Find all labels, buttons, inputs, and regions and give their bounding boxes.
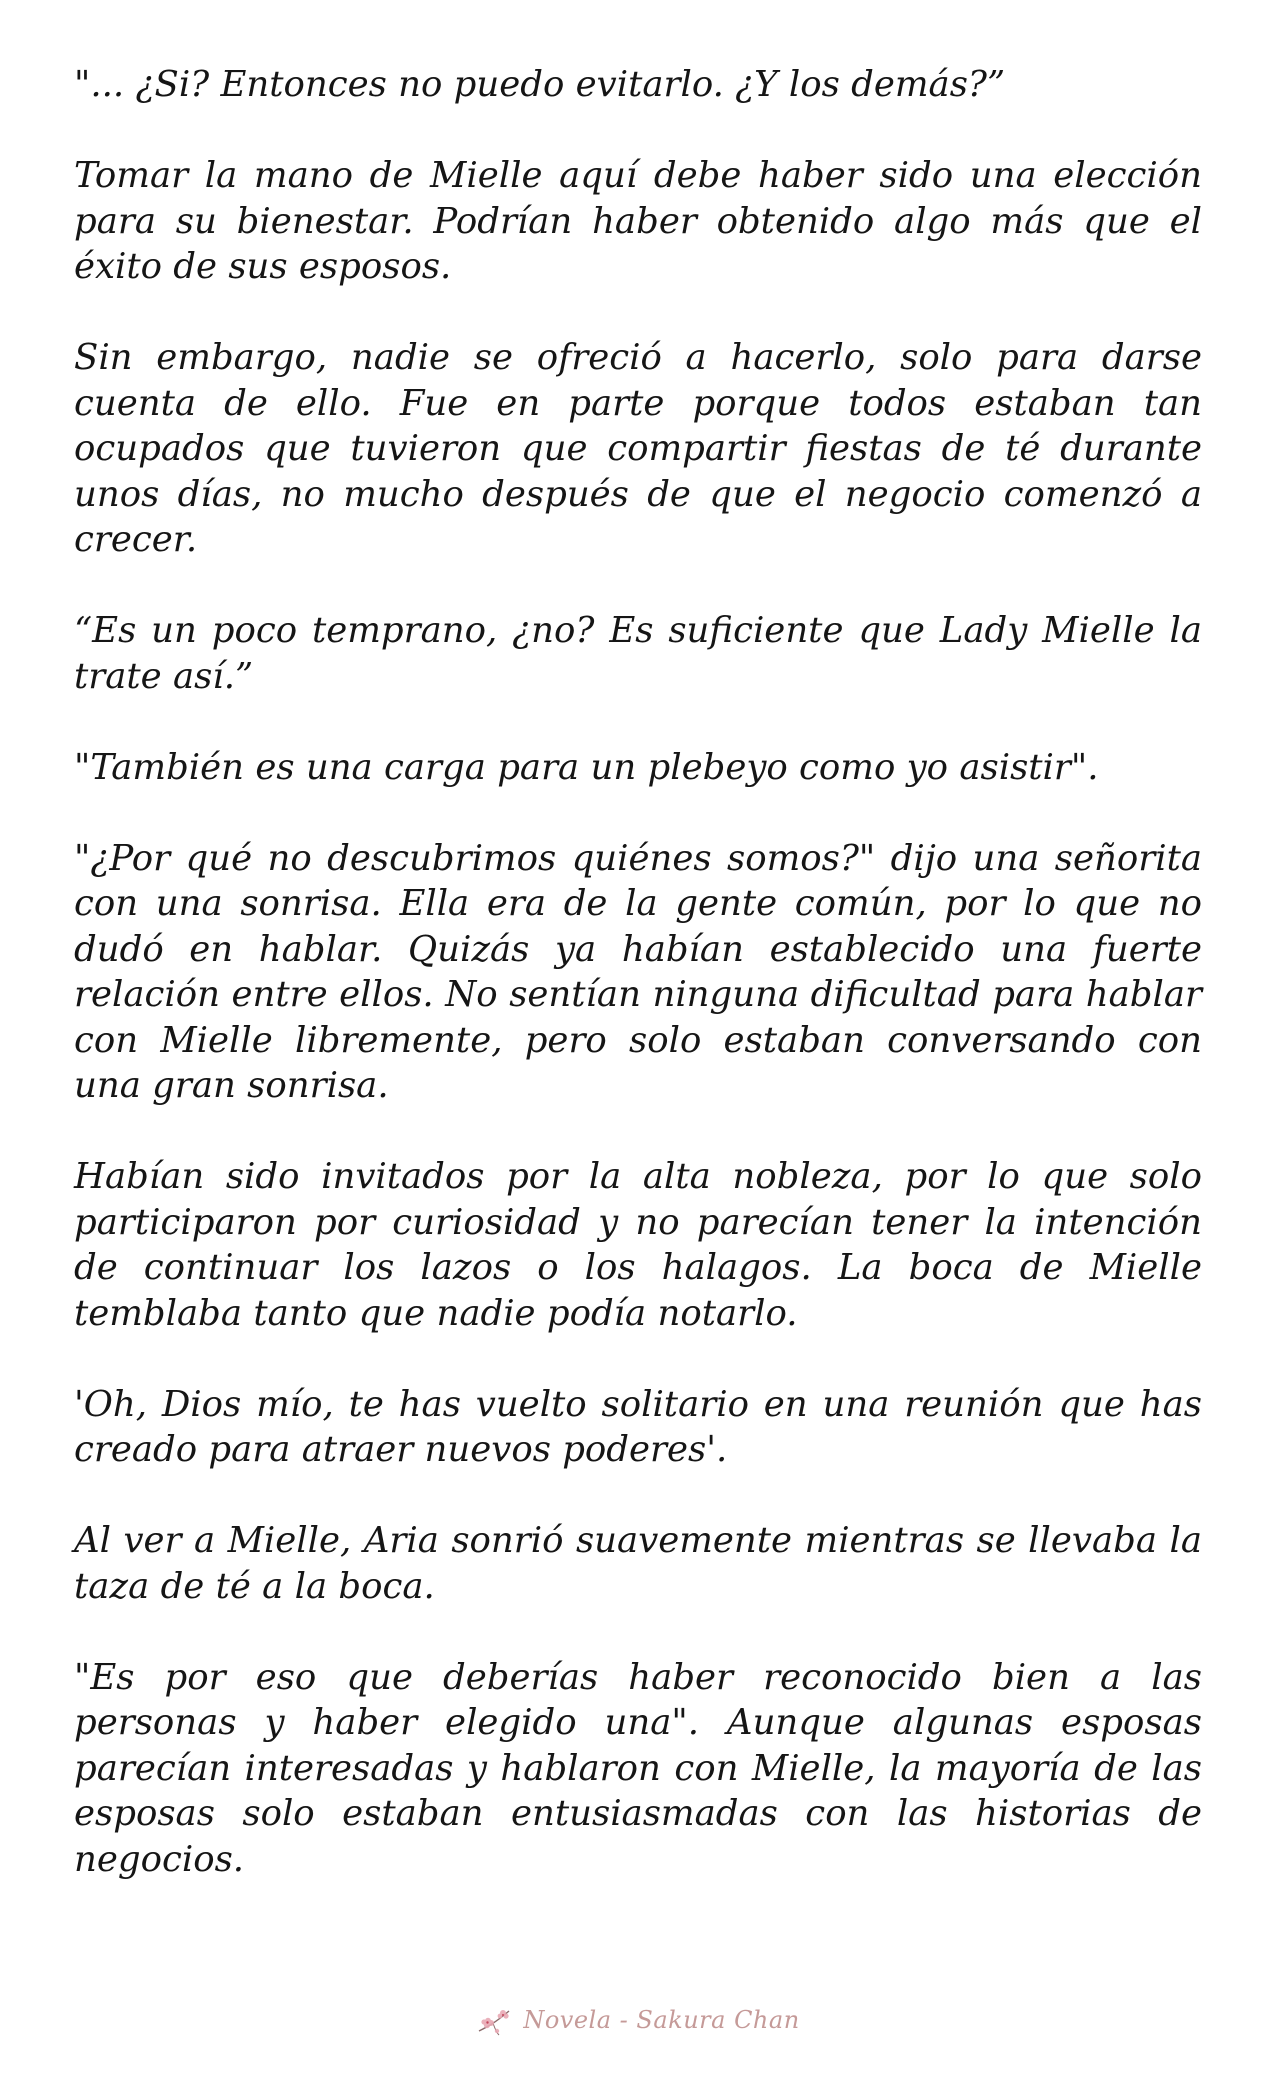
- paragraph: "¿Por qué no descubrimos quiénes somos?" dijo una señorita con una sonrisa. Ella era de la gente común, por lo que no dudó en hablar. Quizás ya habían establecido una fuerte relación entre ellos. No sentían ninguna dificultad para hablar con Mielle libremente, pero solo estaban conversando con una gran sonrisa.: [74, 837, 1202, 1106]
- paragraph: "... ¿Si? Entonces no puedo evitarlo. ¿Y los demás?”: [74, 64, 1006, 105]
- text-body: [74, 62, 1202, 1928]
- paragraph: Tomar la mano de Mielle aquí debe haber sido una elección para su bienestar. Podrían haber obtenido algo más que el éxito de sus esposos.: [74, 155, 1202, 287]
- paragraph: 'Oh, Dios mío, te has vuelto solitario en una reunión que has creado para atraer nuevos poderes'.: [74, 1383, 1202, 1470]
- paragraph: "Es por eso que deberías haber reconocido bien a las personas y haber elegido una". Aunque algunas esposas parecían interesadas y hablaron con Mielle, la mayoría de las esposas solo estaban entusiasmadas con las historias de negocios.: [74, 1656, 1202, 1880]
- paragraph: "También es una carga para un plebeyo como yo asistir".: [74, 746, 1099, 788]
- paragraph: “Es un poco temprano, ¿no? Es suficiente que Lady Mielle la trate así.”: [74, 610, 1202, 697]
- paragraph: Sin embargo, nadie se ofreció a hacerlo, solo para darse cuenta de ello. Fue en parte porque todos estaban tan ocupados que tuvieron que compartir fiestas de té durante unos días, no mucho después de que el negocio comenzó a crecer.: [74, 337, 1202, 560]
- watermark-content: [475, 2001, 799, 2039]
- watermark-text: Novela - Sakura Chan: [523, 2006, 800, 2034]
- watermark: [0, 1998, 1275, 2042]
- paragraph: Al ver a Mielle, Aria sonrió suavemente mientras se llevaba la taza de té a la boca.: [74, 1520, 1202, 1607]
- paragraph: Habían sido invitados por la alta nobleza, por lo que solo participaron por curiosidad y no parecían tener la intención de continuar los lazos o los halagos. La boca de Mielle temblaba tanto que nadie podía notarlo.: [74, 1156, 1202, 1334]
- cherry-blossom-icon: [475, 2001, 517, 2039]
